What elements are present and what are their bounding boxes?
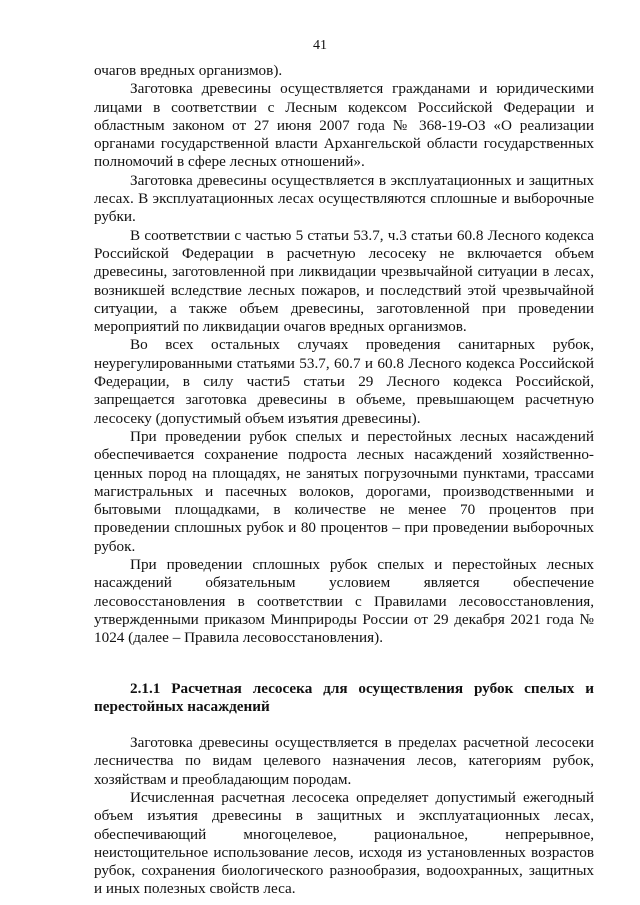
paragraph: При проведении сплошных рубок спелых и перестойных лесных насаждений обязательным условием является обеспечение лесовосстановления в соответствии с Правилами лесовосстановления, утвержденными приказом Минприроды России от 29 декабря 2021 года № 1024 (далее – Правила лесовосстановления). — [94, 556, 594, 647]
paragraph: Заготовка древесины осуществляется в эксплуатационных и защитных лесах. В эксплуатационных лесах осуществляются сплошные и выборочные рубки. — [94, 171, 594, 226]
section-heading: 2.1.1 Расчетная лесосека для осуществления рубок спелых и перестойных насаждений — [94, 679, 594, 715]
paragraph: Во всех остальных случаях проведения санитарных рубок, неурегулированными статьями 53.7, 60.7 и 60.8 Лесного кодекса Российской Федерации, в силу части5 статьи 29 Лесного кодекса Российской, запрещается заготовка древесины в объеме, превышающем расчетную лесосеку (допустимый объем изъятия древесины). — [94, 336, 594, 427]
paragraph: очагов вредных организмов). — [94, 62, 283, 79]
paragraph: В соответствии с частью 5 статьи 53.7, ч.3 статьи 60.8 Лесного кодекса Российской Федерации в расчетную лесосеку не включается объем древесины, заготовленной при ликвидации чрезвычайной ситуации в лесах, возникшей вследствие лесных пожаров, и последствий этой чрезвычайной ситуации, а также объем древесины, заготовленной при проведении мероприятий по ликвидации очагов вредных организмов. — [94, 226, 594, 336]
body-text — [94, 62, 594, 899]
paragraph: Заготовка древесины осуществляется гражданами и юридическими лицами в соответствии с Лесным кодексом Российской Федерации и областным законом от 27 июня 2007 года № 368-19-ОЗ «О реализации органами государственной власти Архангельской области государственных полномочий в сфере лесных отношений». — [94, 80, 594, 171]
paragraph: Заготовка древесины осуществляется в пределах расчетной лесосеки лесничества по видам целевого назначения лесов, категориям рубок, хозяйствам и преобладающим породам. — [94, 734, 594, 788]
paragraph: При проведении рубок спелых и перестойных лесных насаждений обеспечивается сохранение подроста лесных насаждений хозяйственно-ценных пород на площадях, не занятых погрузочными пунктами, трассами магистральных и пасечных волоков, дорогами, производственными и бытовыми площадками, в количестве не менее 70 процентов при проведении сплошных рубок и 80 процентов – при проведении выборочных рубок. — [94, 427, 594, 555]
paragraph: Исчисленная расчетная лесосека определяет допустимый ежегодный объем изъятия древесины в защитных и эксплуатационных лесах, обеспечивающий многоцелевое, рациональное, непрерывное, неистощительное использование лесов, исходя из установленных возрастов рубок, сохранения биологического разнообразия, водоохранных, защитных и иных полезных свойств леса. — [94, 788, 594, 898]
page-number: 41 — [313, 38, 327, 53]
